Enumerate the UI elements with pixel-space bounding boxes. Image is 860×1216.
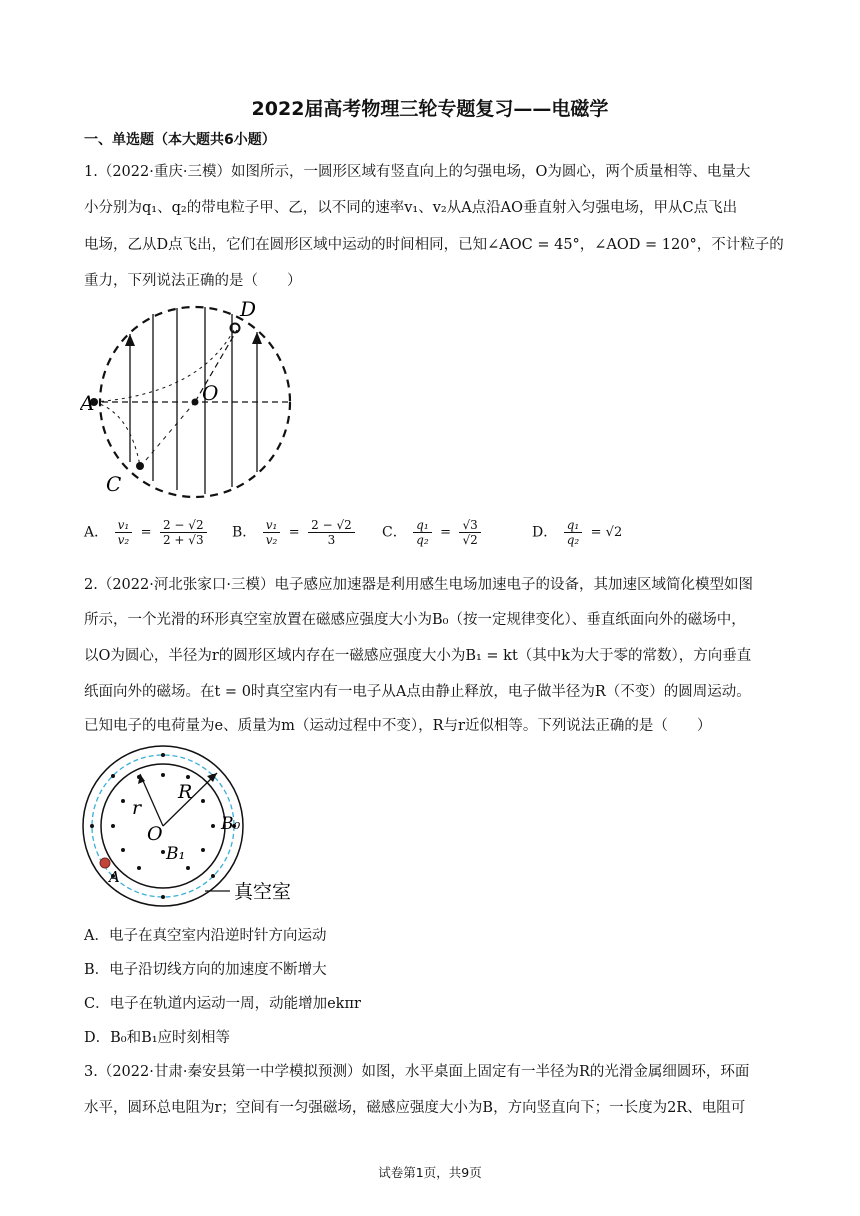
option-c-rhs-denominator: √2 — [462, 533, 478, 547]
q2-option-c[interactable]: C．电子在轨道内运动一周，动能增加ekπr — [84, 996, 361, 1012]
q2-line-1: 2.（2022·河北张家口·三模）电子感应加速器是利用感生电场加速电子的设备，其加速区域简化模型如图 — [84, 577, 753, 593]
option-d-rhs: = √2 — [590, 525, 623, 540]
label-C: C — [106, 472, 122, 496]
option-a-lhs-numerator: v₁ — [115, 518, 133, 533]
q2-option-d[interactable]: D．B₀和B₁应时刻相等 — [84, 1030, 231, 1046]
option-letter: C． — [382, 524, 407, 541]
label-A: A — [109, 868, 120, 886]
option-a-lhs-denominator: v₂ — [117, 533, 130, 547]
option-b-lhs-denominator: v₂ — [265, 533, 278, 547]
q1-options — [84, 512, 784, 558]
q1-option-a[interactable]: A． $\frac{\text{v₁}}{\text{v₂}}$ = $\frac{2 - √2}{2 + √3}$ — [84, 518, 209, 547]
q1-line-1: 1.（2022·重庆·三模）如图所示，一圆形区域有竖直向上的匀强电场，O为圆心，两个质量相等、电量大 — [84, 164, 751, 180]
option-d-lhs-denominator: q₂ — [566, 533, 580, 547]
option-a-rhs-numerator: 2 − √2 — [160, 518, 207, 533]
label-chamber: 真空室 — [234, 881, 292, 903]
label-r: r — [132, 797, 142, 819]
option-b-lhs-numerator: v₁ — [263, 518, 281, 533]
electron-A — [100, 858, 110, 868]
label-B1: B₁ — [166, 844, 186, 864]
page-title: 2022届高考物理三轮专题复习——电磁学 — [251, 98, 609, 120]
q2-line-3: 以O为圆心，半径为r的圆形区域内存在一磁感应强度大小为B₁ = kt（其中k为大于零的常数），方向垂直 — [84, 648, 752, 664]
label-O: O — [147, 823, 163, 845]
q1-option-d[interactable] — [532, 518, 624, 547]
radius-r — [140, 774, 163, 826]
point-O — [192, 399, 199, 406]
option-b-rhs-numerator: 2 − √2 — [308, 518, 355, 533]
q3-line-1: 3.（2022·甘肃·秦安县第一中学模拟预测）如图，水平桌面上固定有一半径为R的光滑金属细圆环，环面 — [84, 1064, 750, 1080]
point-C — [136, 462, 144, 470]
q1-option-b[interactable]: B． $\frac{\text{v₁}}{\text{v₂}}$ = $\frac{2 - √2}{3}$ — [232, 518, 357, 547]
page-footer: 试卷第1页，共9页 — [378, 1165, 482, 1180]
option-b-rhs-denominator: 3 — [327, 533, 336, 547]
q2-line-4: 纸面向外的磁场。在t = 0时真空室内有一电子从A点由静止释放，电子做半径为R（不变）的圆周运动。 — [84, 684, 751, 700]
q2-line-5: 已知电子的电荷量为e、质量为m（运动过程中不变），R与r近似相等。下列说法正确的是（ ） — [84, 718, 712, 734]
label-A: A — [80, 391, 95, 415]
option-c-lhs-denominator: q₂ — [416, 533, 429, 547]
section-heading: 一、单选题（本大题共6小题） — [84, 132, 276, 148]
q3-line-2: 水平，圆环总电阻为r；空间有一匀强磁场，磁感应强度大小为B，方向竖直向下；一长度为2R、电阻可 — [84, 1100, 746, 1116]
field-arrowheads — [125, 332, 262, 346]
q2-option-a[interactable]: A．电子在真空室内沿逆时针方向运动 — [84, 928, 327, 944]
label-D: D — [240, 297, 257, 321]
line-OC — [140, 402, 195, 467]
q2-option-b[interactable]: B．电子沿切线方向的加速度不断增大 — [84, 962, 327, 978]
q2-line-2: 所示，一个光滑的环形真空室放置在磁感应强度大小为B₀（按一定规律变化）、垂直纸面向外的磁场中， — [84, 612, 746, 628]
label-O: O — [202, 381, 219, 405]
option-letter: A． — [84, 524, 109, 541]
label-B0: B₀ — [221, 814, 241, 834]
q1-option-c[interactable]: C． $\frac{\text{q₁}}{\text{q₂}}$ = $\frac{√3}{√2}$ — [382, 518, 483, 547]
q1-line-3: 电场，乙从D点飞出，它们在圆形区域中运动的时间相同，已知∠AOC = 45°，∠AOD = 120°，不计粒子的 — [84, 237, 784, 253]
option-letter: D． — [532, 524, 558, 541]
option-c-rhs-numerator: √3 — [459, 518, 480, 533]
q2-figure — [80, 740, 320, 910]
q1-line-2: 小分别为q₁、q₂的带电粒子甲、乙，以不同的速率v₁、v₂从A点沿AO垂直射入匀强电场，甲从C点飞出 — [84, 200, 738, 216]
option-letter: B． — [232, 524, 257, 541]
label-R: R — [178, 781, 193, 803]
q1-line-4: 重力，下列说法正确的是（ ） — [84, 273, 302, 289]
option-a-rhs-denominator: 2 + √3 — [162, 533, 204, 547]
option-d-lhs-numerator: q₁ — [564, 518, 583, 533]
q1-figure — [80, 294, 300, 499]
option-c-lhs-numerator: q₁ — [413, 518, 432, 533]
